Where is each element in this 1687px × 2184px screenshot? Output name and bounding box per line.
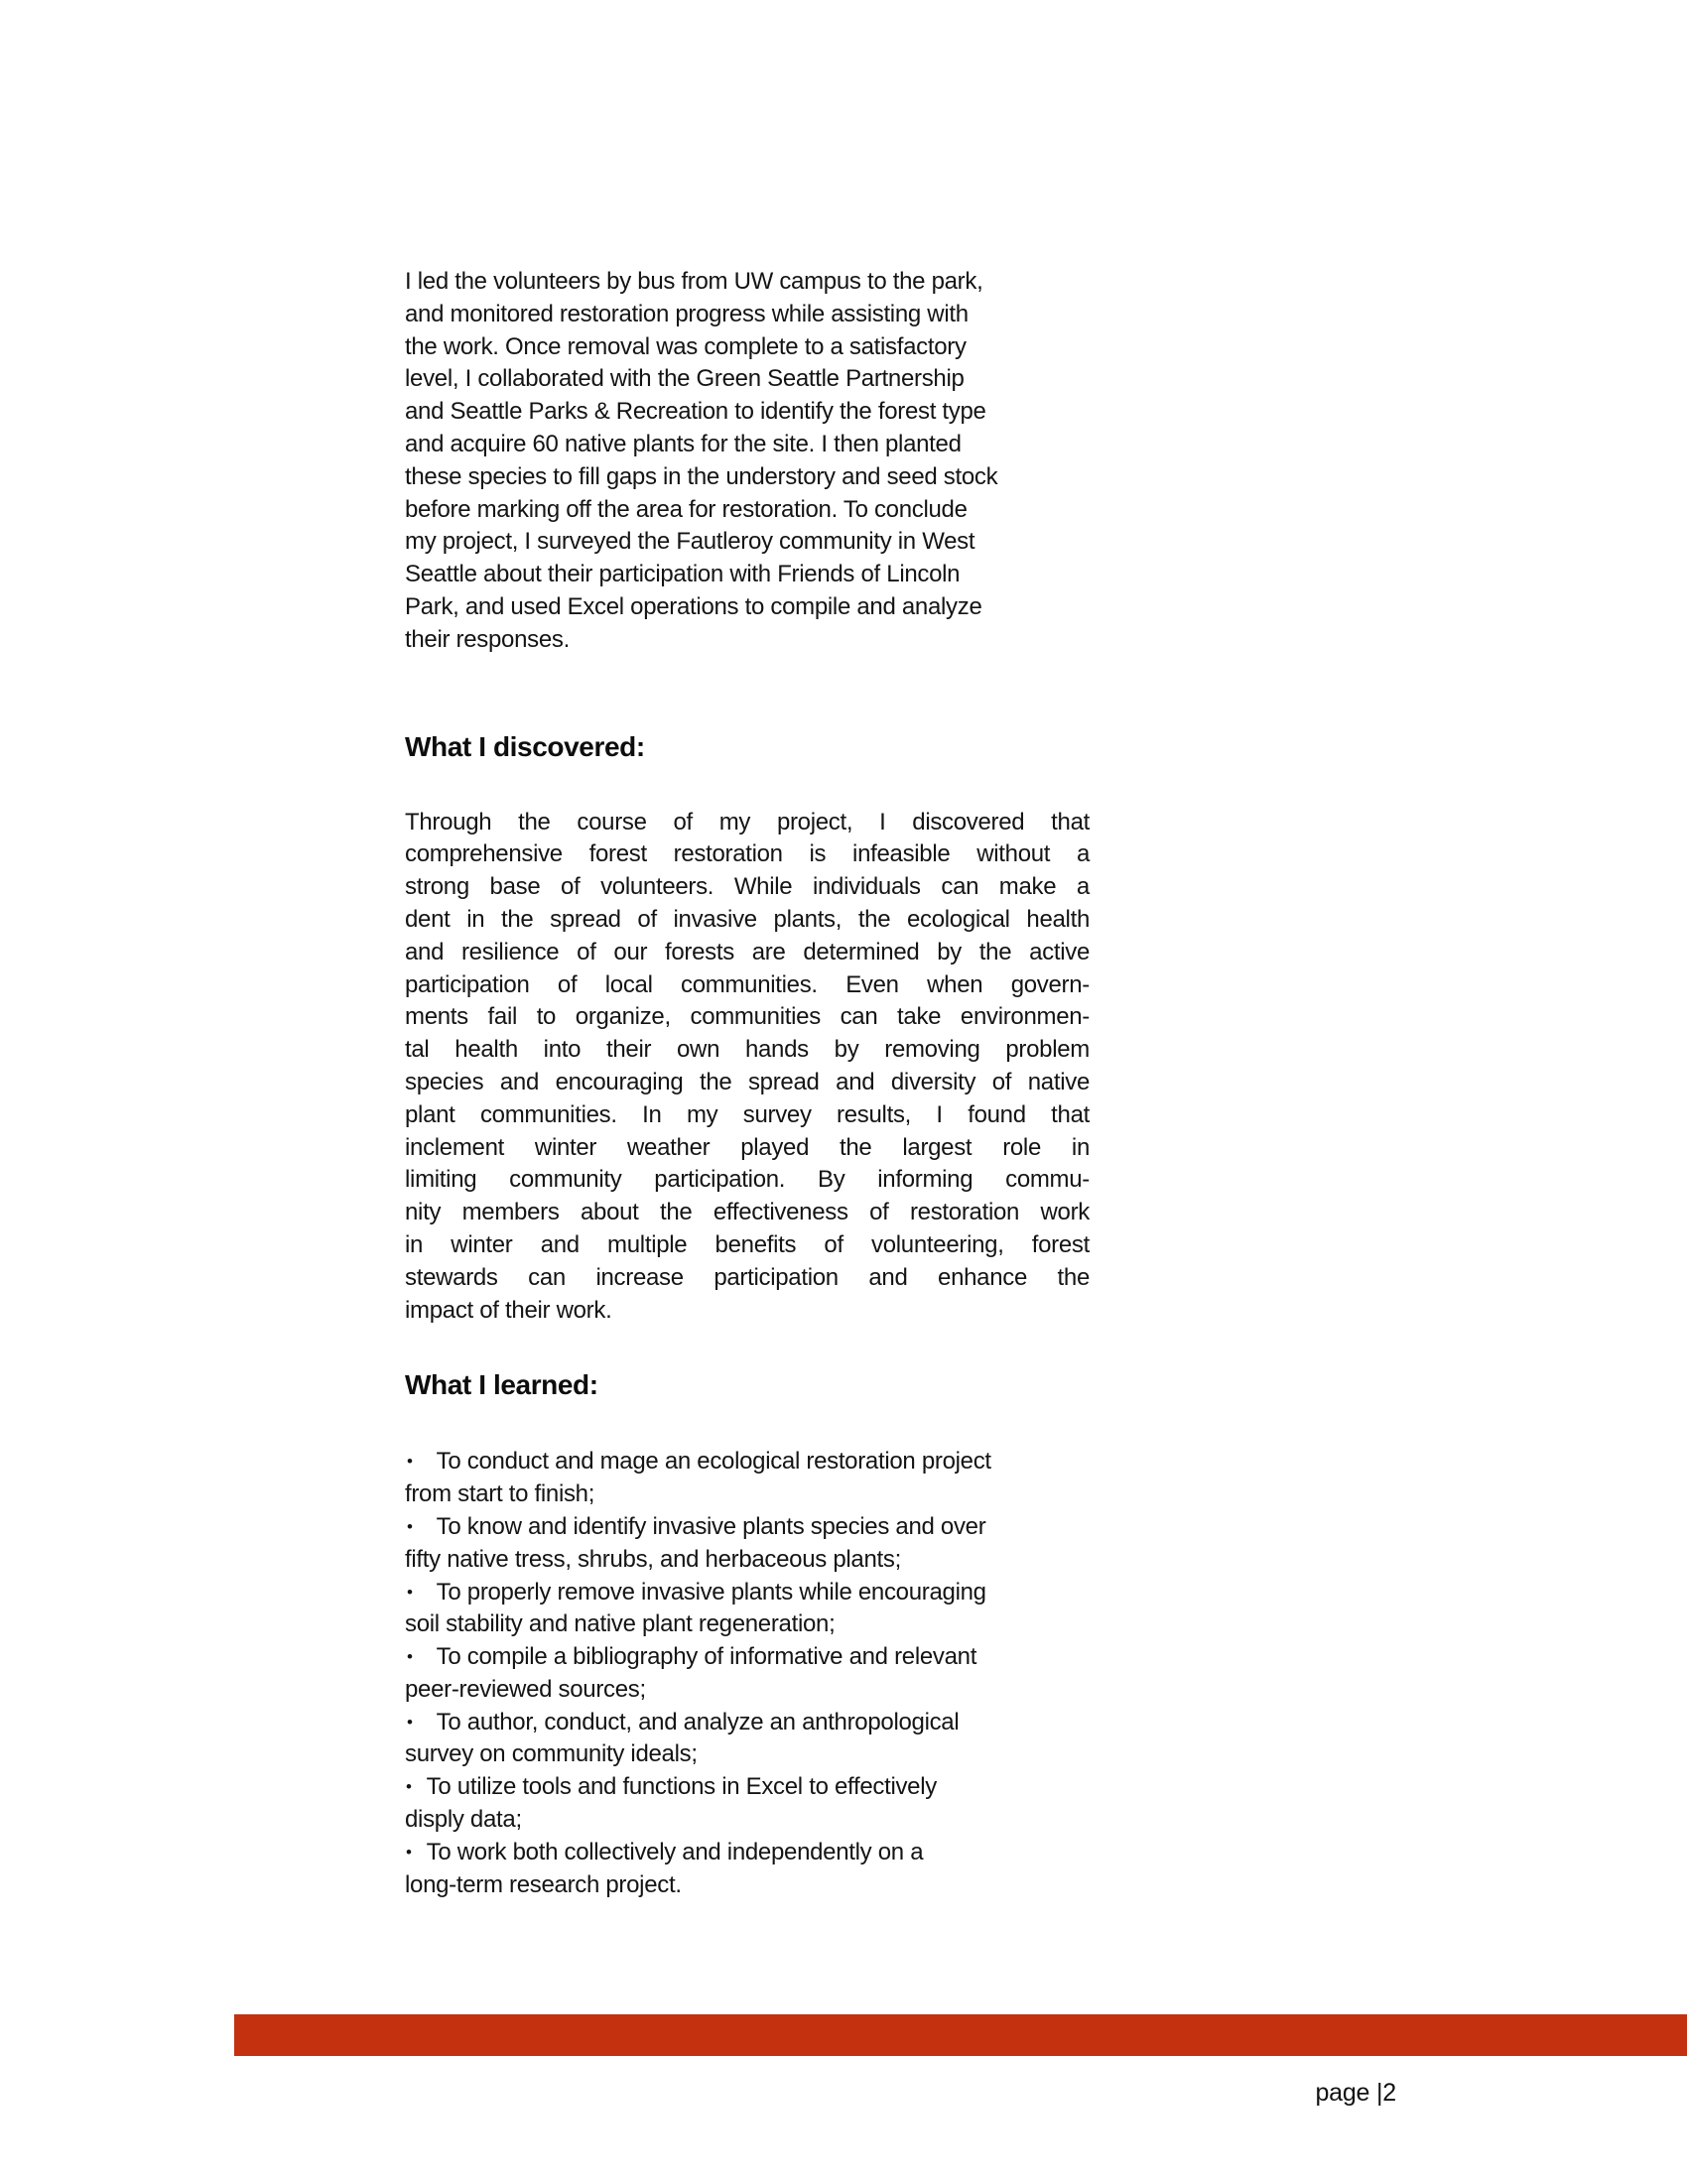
text-line: the work. Once removal was complete to a satisfactory (405, 332, 967, 360)
text-line: inclement winter weather played the largest role in (405, 1133, 1090, 1161)
text-line: dent in the spread of invasive plants, the ecological health (405, 905, 1090, 933)
bullet-item-first-line: • To author, conduct, and analyze an anthropological (405, 1707, 1090, 1739)
bullet-item-first-line: • To know and identify invasive plants species and over (405, 1511, 1090, 1544)
text-line: participation of local communities. Even when govern- (405, 970, 1090, 998)
text-line: species and encouraging the spread and diversity of native (405, 1068, 1090, 1095)
learned-bullet-list (405, 1446, 1090, 1901)
bullet-item-first-line: • To properly remove invasive plants while encouraging (405, 1577, 1090, 1609)
text-line: plant communities. In my survey results, I found that (405, 1100, 1090, 1128)
text-line: and acquire 60 native plants for the site. I then planted (405, 430, 962, 457)
bullet-item-first-line: • To utilize tools and functions in Excel to effectively (405, 1771, 1090, 1804)
bullet-item-wrap-line: long-term research project. (405, 1870, 682, 1898)
text-line: Through the course of my project, I discovered that (405, 808, 1090, 835)
bullet-icon: • (407, 1582, 413, 1602)
bullet-item-wrap-line: soil stability and native plant regeneration; (405, 1610, 836, 1638)
text-line: strong base of volunteers. While individuals can make a (405, 873, 1090, 901)
text-line: and monitored restoration progress while assisting with (405, 300, 969, 327)
bullet-item-first-line: • To conduct and mage an ecological restoration project (405, 1446, 1090, 1478)
bullet-icon: • (406, 1842, 412, 1862)
text-line: impact of their work. (405, 1296, 612, 1324)
text-line: I led the volunteers by bus from UW campus to the park, (405, 268, 983, 295)
text-line: in winter and multiple benefits of volunteering, forest (405, 1230, 1090, 1258)
bullet-item-wrap-line: from start to finish; (405, 1480, 595, 1508)
footer-accent-bar (234, 2014, 1687, 2056)
text-line: ments fail to organize, communities can take environmen- (405, 1003, 1090, 1031)
bullet-item-first-line: • To work both collectively and independently on a (405, 1837, 1090, 1869)
paragraph-intro (405, 266, 1090, 657)
bullet-item-wrap-line: disply data; (405, 1806, 522, 1834)
text-line: level, I collaborated with the Green Seattle Partnership (405, 365, 965, 393)
text-line: my project, I surveyed the Fautleroy community in West (405, 528, 975, 556)
bullet-item-wrap-line: survey on community ideals; (405, 1740, 698, 1768)
bullet-item-wrap-line: fifty native tress, shrubs, and herbaceous plants; (405, 1545, 901, 1573)
text-line: nity members about the effectiveness of restoration work (405, 1199, 1090, 1226)
heading-what-i-learned: What I learned: (405, 1369, 598, 1401)
bullet-item-wrap-line: peer-reviewed sources; (405, 1675, 646, 1703)
text-line: tal health into their own hands by removing problem (405, 1036, 1090, 1064)
bullet-icon: • (407, 1516, 413, 1536)
text-line: stewards can increase participation and enhance the (405, 1263, 1090, 1291)
bullet-icon: • (407, 1452, 413, 1472)
paragraph-what-i-discovered (405, 807, 1090, 1328)
text-line: these species to fill gaps in the understory and seed stock (405, 462, 998, 490)
text-line: before marking off the area for restoration. To conclude (405, 495, 968, 523)
text-line: Park, and used Excel operations to compile and analyze (405, 592, 982, 620)
text-line: and Seattle Parks & Recreation to identify the forest type (405, 398, 986, 426)
text-line: comprehensive forest restoration is infeasible without a (405, 840, 1090, 868)
bullet-icon: • (407, 1647, 413, 1667)
page-number: page |2 (1315, 2079, 1396, 2107)
text-line: and resilience of our forests are determined by the active (405, 938, 1090, 965)
bullet-item-first-line: • To compile a bibliography of informative and relevant (405, 1641, 1090, 1674)
bullet-icon: • (407, 1712, 413, 1732)
bullet-icon: • (406, 1777, 412, 1797)
text-line: their responses. (405, 625, 570, 653)
heading-what-i-discovered: What I discovered: (405, 730, 645, 762)
text-line: Seattle about their participation with Friends of Lincoln (405, 561, 961, 588)
main-text-column (405, 266, 1090, 1901)
text-line: limiting community participation. By informing commu- (405, 1166, 1090, 1194)
